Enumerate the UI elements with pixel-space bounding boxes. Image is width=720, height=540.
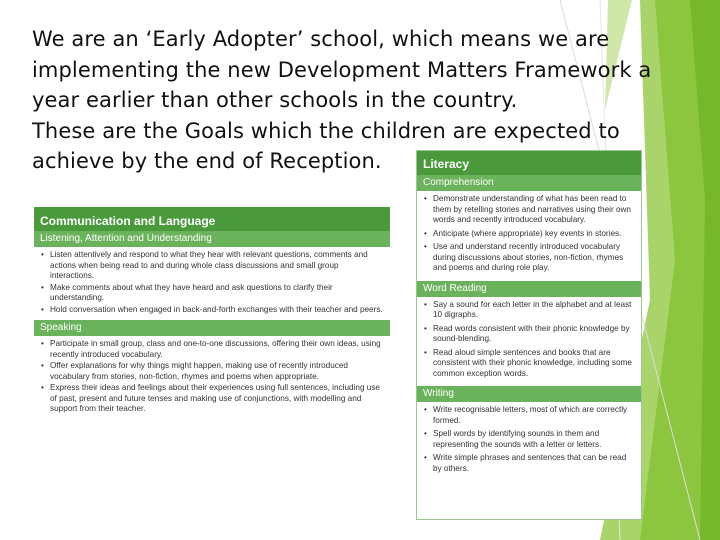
section-title: Comprehension: [417, 175, 641, 191]
goal-list: [417, 402, 641, 481]
goal-item: • Read words consistent with their phonic knowledge by sound-blending.: [423, 324, 635, 345]
goal-item: • Hold conversation when engaged in back-and-forth exchanges with their teacher and peers.: [40, 305, 384, 316]
goal-item: • Write simple phrases and sentences that can be read by others.: [423, 453, 635, 474]
goal-item: • Participate in small group, class and one-to-one discussions, offering their own ideas, using recently introduced vocabulary.: [40, 339, 384, 360]
intro-line: achieve by the end of Reception.: [32, 149, 382, 173]
intro-line: implementing the new Development Matters Framework a: [32, 57, 652, 82]
literacy-panel: [416, 150, 642, 520]
goal-item: • Write recognisable letters, most of which are correctly formed.: [423, 405, 635, 426]
goal-item: • Express their ideas and feelings about their experiences using full sentences, including use of past, present and future tenses and making use of conjunctions, with modelling and support from their teacher.: [40, 383, 384, 415]
panel-title: Literacy: [417, 151, 641, 175]
section-title: Word Reading: [417, 281, 641, 297]
panel-title: Communication and Language: [34, 209, 390, 231]
goal-item: • Make comments about what they have heard and ask questions to clarify their understanding.: [40, 283, 384, 304]
goal-item: • Demonstrate understanding of what has been read to them by retelling stories and narratives using their own words and recently introduced vocabulary.: [423, 194, 635, 226]
intro-line: We are an ‘Early Adopter’ school, which means we are: [32, 27, 610, 51]
section-title: Listening, Attention and Understanding: [34, 231, 390, 247]
section-title: Speaking: [34, 320, 390, 336]
goal-item: • Listen attentively and respond to what they hear with relevant questions, comments and actions when being read to and during whole class discussions and small group interactions.: [40, 250, 384, 282]
intro-line: year earlier than other schools in the country.: [32, 88, 518, 112]
goal-item: • Read aloud simple sentences and books that are consistent with their phonic knowledge, including some common exception words.: [423, 348, 635, 380]
goal-item: • Spell words by identifying sounds in them and representing the sounds with a letter or letters.: [423, 429, 635, 450]
goal-item: • Anticipate (where appropriate) key events in stories.: [423, 229, 635, 240]
goal-item: • Use and understand recently introduced vocabulary during discussions about stories, non-fiction, rhymes and poems and during role play.: [423, 242, 635, 274]
goal-item: • Offer explanations for why things might happen, making use of recently introduced vocabulary from stories, non-fiction, rhymes and poems when appropriate.: [40, 361, 384, 382]
goal-list: [34, 247, 390, 320]
goal-list: [417, 191, 641, 281]
goal-list: [34, 336, 390, 420]
goal-item: • Say a sound for each letter in the alphabet and at least 10 digraphs.: [423, 300, 635, 321]
intro-line: These are the Goals which the children are expected to: [32, 118, 620, 143]
section-title: Writing: [417, 386, 641, 402]
communication-language-panel: [34, 207, 390, 454]
goal-list: [417, 297, 641, 387]
